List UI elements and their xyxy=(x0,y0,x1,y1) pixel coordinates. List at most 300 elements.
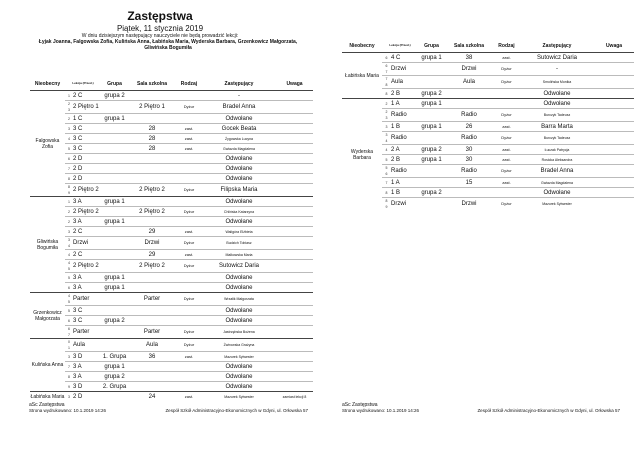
group-cell: grupa 2 xyxy=(101,372,128,382)
substitute-cell: Odwołane xyxy=(202,273,276,283)
group-cell xyxy=(418,63,445,76)
note-cell xyxy=(276,154,313,164)
room-cell: 30 xyxy=(445,155,493,165)
table-row xyxy=(30,392,313,402)
table-row xyxy=(30,306,313,316)
room-cell xyxy=(128,316,176,326)
lesson-number: 4 5 xyxy=(65,260,73,273)
substitute-cell: Odwołane xyxy=(202,316,276,326)
lesson-number: 3 xyxy=(65,124,73,134)
room-cell: 28 xyxy=(128,124,176,134)
note-cell xyxy=(594,165,634,178)
note-cell xyxy=(594,53,634,63)
substitute-cell: Burczyk Tadeusz xyxy=(520,109,594,122)
class-cell: 2 C xyxy=(73,250,101,260)
note-cell xyxy=(276,91,313,101)
type-cell xyxy=(176,382,202,392)
class-cell: 3 A xyxy=(73,362,101,372)
type-cell xyxy=(176,154,202,164)
substitute-cell: Rosicka Aleksandra xyxy=(520,155,594,165)
room-cell: Parter xyxy=(128,326,176,339)
type-cell: Dyżur xyxy=(493,165,520,178)
table-row xyxy=(30,174,313,184)
note-cell xyxy=(276,352,313,362)
substitute-cell: Odwołane xyxy=(202,217,276,227)
class-cell: 2 C xyxy=(73,91,101,101)
lesson-number: 4 xyxy=(65,134,73,144)
table-row xyxy=(30,316,313,326)
room-cell: 2 Piętro 2 xyxy=(128,184,176,197)
lesson-number: 3 4 xyxy=(65,237,73,250)
absent-teacher: Łabińska Maria xyxy=(30,393,65,400)
group-cell: grupa 1 xyxy=(101,362,128,372)
lesson-number: 8 9 xyxy=(65,184,73,197)
group-cell xyxy=(418,178,445,188)
table-row xyxy=(342,122,634,132)
type-cell: Dyżur xyxy=(493,76,520,89)
substitute-cell: - xyxy=(520,63,594,76)
note-cell xyxy=(276,273,313,283)
table-row xyxy=(30,352,313,362)
substitute-cell: Sutowicz Daria xyxy=(520,53,594,63)
room-cell xyxy=(128,164,176,174)
col-lekcja: Lekcja (Przed.) xyxy=(65,77,101,91)
class-cell: 3 C xyxy=(73,144,101,154)
table-row xyxy=(30,184,313,197)
type-cell: Dyżur xyxy=(176,339,202,352)
absent-teacher: Grzenkowicz Małgorzata xyxy=(30,293,65,339)
note-cell xyxy=(276,164,313,174)
type-cell: zast. xyxy=(176,227,202,237)
substitute-cell: Odwołane xyxy=(520,89,594,99)
class-cell: Drzwi xyxy=(391,63,418,76)
lesson-number: 5 xyxy=(65,306,73,316)
note-cell: zamiast lekcji 8 xyxy=(276,392,313,402)
group-cell xyxy=(101,260,128,273)
note-cell xyxy=(276,293,313,306)
note-cell xyxy=(276,184,313,197)
group-cell: grupa 2 xyxy=(101,91,128,101)
lesson-number: 6 7 xyxy=(65,326,73,339)
table-row xyxy=(342,178,634,188)
col-zastepujacy: Zastępujący xyxy=(520,39,594,53)
table-row xyxy=(30,124,313,134)
type-cell: zast. xyxy=(176,352,202,362)
type-cell xyxy=(176,197,202,207)
room-cell: 29 xyxy=(128,227,176,237)
type-cell xyxy=(176,273,202,283)
class-cell: Aula xyxy=(73,339,101,352)
class-cell: Parter xyxy=(73,326,101,339)
group-cell xyxy=(101,101,128,114)
room-cell xyxy=(128,306,176,316)
type-cell: zast. xyxy=(176,250,202,260)
group-cell xyxy=(418,109,445,122)
room-cell: 2 Piętro 2 xyxy=(128,207,176,217)
table-row xyxy=(342,89,634,99)
lesson-number: 3 xyxy=(382,122,391,132)
substitute-cell: Odwołane xyxy=(202,174,276,184)
col-uwaga: Uwaga xyxy=(594,39,634,53)
note-cell xyxy=(276,326,313,339)
note-cell xyxy=(276,339,313,352)
absent-teacher: Łabińska Maria xyxy=(345,72,379,79)
lesson-number: 2 xyxy=(65,114,73,124)
class-cell: 3 C xyxy=(73,124,101,134)
lesson-number: 6 xyxy=(382,53,391,63)
type-cell xyxy=(176,362,202,372)
substitute-cell: Barra Marta xyxy=(520,122,594,132)
lesson-number: 5 xyxy=(382,155,391,165)
lesson-number: 2 xyxy=(382,99,391,109)
substitute-cell: Odwołane xyxy=(202,164,276,174)
note-cell xyxy=(276,260,313,273)
substitute-cell: Żwirowska Grażyna xyxy=(202,339,276,352)
note-cell xyxy=(594,99,634,109)
group-cell xyxy=(101,154,128,164)
type-cell: zast. xyxy=(493,145,520,155)
substitutions-table-left xyxy=(30,77,313,401)
lesson-number: 2 xyxy=(65,217,73,227)
footer-school: Zespół Szkół Administracyjno-Ekonomicznych w Gdyni, ul. Orłowska 57 xyxy=(477,408,620,413)
table-row xyxy=(30,207,313,217)
table-row xyxy=(342,76,634,89)
group-cell xyxy=(101,339,128,352)
table-row xyxy=(342,145,634,155)
note-cell xyxy=(276,207,313,217)
table-row xyxy=(30,134,313,144)
footer-school: Zespół Szkół Administracyjno-Ekonomicznych w Gdyni, ul. Orłowska 57 xyxy=(165,408,308,413)
group-cell xyxy=(418,76,445,89)
class-cell: 2 C xyxy=(73,227,101,237)
absent-teacher: Falgowska Zofia xyxy=(35,137,60,150)
lesson-number: 5 xyxy=(65,144,73,154)
type-cell: Dyżur xyxy=(176,326,202,339)
table-row xyxy=(342,132,634,145)
group-cell: grupa 1 xyxy=(101,217,128,227)
room-cell: 2 Piętro 1 xyxy=(128,101,176,114)
class-cell: 2 Piętro 2 xyxy=(73,260,101,273)
lesson-number: 3 4 xyxy=(382,132,391,145)
room-cell xyxy=(128,283,176,293)
group-cell xyxy=(101,392,128,402)
type-cell: zast. xyxy=(493,53,520,63)
table-row xyxy=(30,250,313,260)
group-cell xyxy=(101,164,128,174)
note-cell xyxy=(594,178,634,188)
footer-printed: Strona wydrukowano: 10.1.2019 14:26 xyxy=(29,408,107,413)
room-cell: 38 xyxy=(445,53,493,63)
table-row xyxy=(30,101,313,114)
lesson-number: 9 xyxy=(65,382,73,392)
col-grupa: Grupa xyxy=(101,77,128,91)
class-cell: Aula xyxy=(391,76,418,89)
note-cell xyxy=(594,198,634,211)
class-cell: 2 Piętro 2 xyxy=(73,207,101,217)
class-cell: 3 A xyxy=(73,217,101,227)
table-row xyxy=(30,293,313,306)
note-cell xyxy=(276,101,313,114)
class-cell: 3 C xyxy=(73,306,101,316)
col-rodzaj: Rodzaj xyxy=(176,77,202,91)
room-cell: 28 xyxy=(128,134,176,144)
note-cell xyxy=(276,144,313,154)
class-cell: 2 D xyxy=(73,392,101,402)
substitute-cell: - xyxy=(202,91,276,101)
table-row xyxy=(30,260,313,273)
type-cell: Dyżur xyxy=(176,184,202,197)
footer-printed: Strona wydrukowano: 10.1.2019 14:26 xyxy=(342,408,420,413)
class-cell: 2 B xyxy=(391,155,418,165)
room-cell: Aula xyxy=(128,339,176,352)
lesson-number: 5 xyxy=(65,273,73,283)
class-cell: 3 A xyxy=(73,273,101,283)
table-row xyxy=(30,154,313,164)
group-cell xyxy=(418,165,445,178)
group-cell xyxy=(101,207,128,217)
table-row xyxy=(30,326,313,339)
lesson-number: 4 xyxy=(65,250,73,260)
table-row xyxy=(30,144,313,154)
type-cell xyxy=(176,114,202,124)
room-cell: Radio xyxy=(445,132,493,145)
class-cell: Radio xyxy=(391,109,418,122)
type-cell: zast. xyxy=(176,144,202,154)
group-cell xyxy=(418,198,445,211)
lesson-number: 4 xyxy=(382,145,391,155)
substitute-cell: Mazurek Sylwester xyxy=(202,392,276,402)
type-cell xyxy=(176,306,202,316)
class-cell: Radio xyxy=(391,132,418,145)
substitute-cell: Chlińska Katarzyna xyxy=(202,207,276,217)
room-cell: 29 xyxy=(128,250,176,260)
substitute-cell: Waligóra Elżbieta xyxy=(202,227,276,237)
type-cell xyxy=(493,188,520,198)
room-cell xyxy=(128,372,176,382)
lesson-number: 2 3 xyxy=(382,109,391,122)
footer-app: aSc Zastępstwa xyxy=(29,402,65,408)
type-cell xyxy=(493,99,520,109)
note-cell xyxy=(594,188,634,198)
group-cell: grupa 1 xyxy=(101,114,128,124)
note-cell xyxy=(276,362,313,372)
class-cell: 2 D xyxy=(73,164,101,174)
lesson-number: 2 3 xyxy=(65,101,73,114)
group-cell xyxy=(101,250,128,260)
substitute-cell: Odwołane xyxy=(202,362,276,372)
class-cell: 3 D xyxy=(73,352,101,362)
table-row xyxy=(30,164,313,174)
class-cell: 2 D xyxy=(73,154,101,164)
note-cell xyxy=(276,174,313,184)
note-cell xyxy=(276,134,313,144)
room-cell xyxy=(128,91,176,101)
substitute-cell: Gwiazda Magdalena xyxy=(520,178,594,188)
group-cell xyxy=(101,227,128,237)
table-row xyxy=(30,114,313,124)
substitutions-table-right xyxy=(342,39,634,210)
note-cell xyxy=(276,316,313,326)
type-cell xyxy=(176,316,202,326)
lesson-number: 8 9 xyxy=(382,198,391,211)
substitute-cell: Jastrzębska Bożena xyxy=(202,326,276,339)
room-cell: Aula xyxy=(445,76,493,89)
group-cell xyxy=(101,326,128,339)
type-cell: Dyżur xyxy=(176,237,202,250)
lesson-number: 6 7 xyxy=(382,63,391,76)
group-cell xyxy=(418,132,445,145)
type-cell: zast. xyxy=(493,155,520,165)
col-sala: Sala szkolna xyxy=(128,77,176,91)
note-cell xyxy=(594,132,634,145)
note-cell xyxy=(594,89,634,99)
group-cell: grupa 1 xyxy=(418,53,445,63)
type-cell: Dyżur xyxy=(493,132,520,145)
group-cell xyxy=(101,144,128,154)
type-cell: Dyżur xyxy=(176,207,202,217)
group-cell: 2. Grupa xyxy=(102,383,127,390)
class-cell: Radio xyxy=(391,165,418,178)
type-cell: zast. xyxy=(493,122,520,132)
type-cell: Dyżur xyxy=(176,293,202,306)
group-cell: grupa 1 xyxy=(418,122,445,132)
note-cell xyxy=(276,197,313,207)
col-uwaga: Uwaga xyxy=(276,77,313,91)
absent-names: Łyjak Joanna, Falgowska Zofia, Kulińska Anna, Łabińska Maria, Wyderska Barbara, Grzenkowicz Małgorzata, Gliwińska Bogumiła xyxy=(38,39,298,51)
class-cell: 2 B xyxy=(391,89,418,99)
room-cell: 2 Piętro 2 xyxy=(128,260,176,273)
room-cell xyxy=(445,188,493,198)
substitute-cell: Sutowicz Daria xyxy=(202,260,276,273)
class-cell: 1 B xyxy=(391,188,418,198)
room-cell: Radio xyxy=(445,165,493,178)
note-cell xyxy=(276,124,313,134)
table-row xyxy=(30,91,313,101)
note-cell xyxy=(276,237,313,250)
note-cell xyxy=(276,250,313,260)
class-cell: 3 D xyxy=(73,382,101,392)
group-cell xyxy=(101,306,128,316)
lesson-number: 4 5 xyxy=(65,293,73,306)
table-row xyxy=(342,53,634,63)
substitute-cell: Małkowska Maria xyxy=(202,250,276,260)
col-nieobecny: Nieobecny xyxy=(342,39,382,53)
table-row xyxy=(342,155,634,165)
type-cell: zast. xyxy=(176,392,202,402)
class-cell: 3 A xyxy=(73,372,101,382)
class-cell: 1 B xyxy=(391,122,418,132)
note-cell xyxy=(594,145,634,155)
substitute-cell: Bradel Anna xyxy=(520,165,594,178)
lesson-number: 8 xyxy=(382,89,391,99)
class-cell: 2 A xyxy=(391,145,418,155)
substitute-cell: Odwołane xyxy=(202,154,276,164)
room-cell: 15 xyxy=(445,178,493,188)
group-cell xyxy=(101,237,128,250)
col-nieobecny: Nieobecny xyxy=(30,77,65,91)
substitute-cell: Smolińska Monika xyxy=(520,76,594,89)
room-cell xyxy=(128,174,176,184)
group-cell: 1. Grupa xyxy=(102,353,127,360)
absent-teacher: Gliwińska Bogumiła xyxy=(30,197,65,293)
lesson-number: 6 xyxy=(65,154,73,164)
lesson-number: 7 xyxy=(65,164,73,174)
room-cell xyxy=(445,89,493,99)
table-row xyxy=(342,188,634,198)
room-cell xyxy=(128,217,176,227)
room-cell: 36 xyxy=(128,352,176,362)
note-cell xyxy=(276,283,313,293)
substitute-cell: Łuczak Patrycja xyxy=(520,145,594,155)
note-cell xyxy=(594,109,634,122)
substitute-cell: Mazurek Sylwester xyxy=(520,198,594,211)
type-cell xyxy=(176,372,202,382)
substitute-cell: Budzich Tobiasz xyxy=(202,237,276,250)
group-cell xyxy=(101,293,128,306)
class-cell: 4 C xyxy=(391,53,418,63)
lesson-number: 5 6 xyxy=(382,165,391,178)
table-row xyxy=(342,99,634,109)
type-cell: Dyżur xyxy=(493,198,520,211)
col-sala: Sala szkolna xyxy=(445,39,493,53)
table-row xyxy=(342,198,634,211)
lesson-number: 8 xyxy=(382,188,391,198)
room-cell xyxy=(128,154,176,164)
room-cell: Drzwi xyxy=(445,198,493,211)
substitute-cell: Gocek Beata xyxy=(202,124,276,134)
col-rodzaj: Rodzaj xyxy=(493,39,520,53)
class-cell: 1 C xyxy=(73,114,101,124)
substitute-cell: Odwołane xyxy=(520,188,594,198)
type-cell xyxy=(493,89,520,99)
class-cell: 3 A xyxy=(73,283,101,293)
lesson-number: 8 xyxy=(65,372,73,382)
absent-teacher: Wyderska Barbara xyxy=(342,99,382,211)
type-cell: Dyżur xyxy=(176,260,202,273)
lesson-number: 7 xyxy=(382,178,391,188)
substitute-cell: Filipska Maria xyxy=(202,184,276,197)
group-cell: grupa 1 xyxy=(101,197,128,207)
note-cell xyxy=(594,122,634,132)
type-cell: zast. xyxy=(176,124,202,134)
class-cell: Drzwi xyxy=(73,237,101,250)
room-cell xyxy=(128,273,176,283)
lesson-number: 1 xyxy=(65,91,73,101)
room-cell: Drzwi xyxy=(128,237,176,250)
right-page xyxy=(320,0,640,452)
lesson-number: 6 xyxy=(65,283,73,293)
intro-text: W dniu dzisiejszym następujący nauczyciele nie będą prowadzić lekcji: xyxy=(81,33,239,39)
table-row xyxy=(342,165,634,178)
table-row xyxy=(30,372,313,382)
lesson-number: 6 xyxy=(65,316,73,326)
type-cell: Dyżur xyxy=(176,101,202,114)
lesson-number: 3 xyxy=(65,352,73,362)
note-cell xyxy=(594,63,634,76)
substitute-cell: Mazurek Sylwester xyxy=(202,352,276,362)
lesson-number: 2 xyxy=(65,207,73,217)
table-row xyxy=(30,339,313,352)
class-cell: 3 C xyxy=(73,316,101,326)
group-cell: grupa 1 xyxy=(101,283,128,293)
room-cell xyxy=(128,362,176,372)
room-cell: 26 xyxy=(445,122,493,132)
lesson-number: 7 8 xyxy=(382,76,391,89)
absent-teacher: Kulińska Anna xyxy=(30,339,65,392)
class-cell: 2 Piętro 2 xyxy=(73,184,101,197)
substitute-cell: Odwołane xyxy=(202,197,276,207)
type-cell xyxy=(176,164,202,174)
